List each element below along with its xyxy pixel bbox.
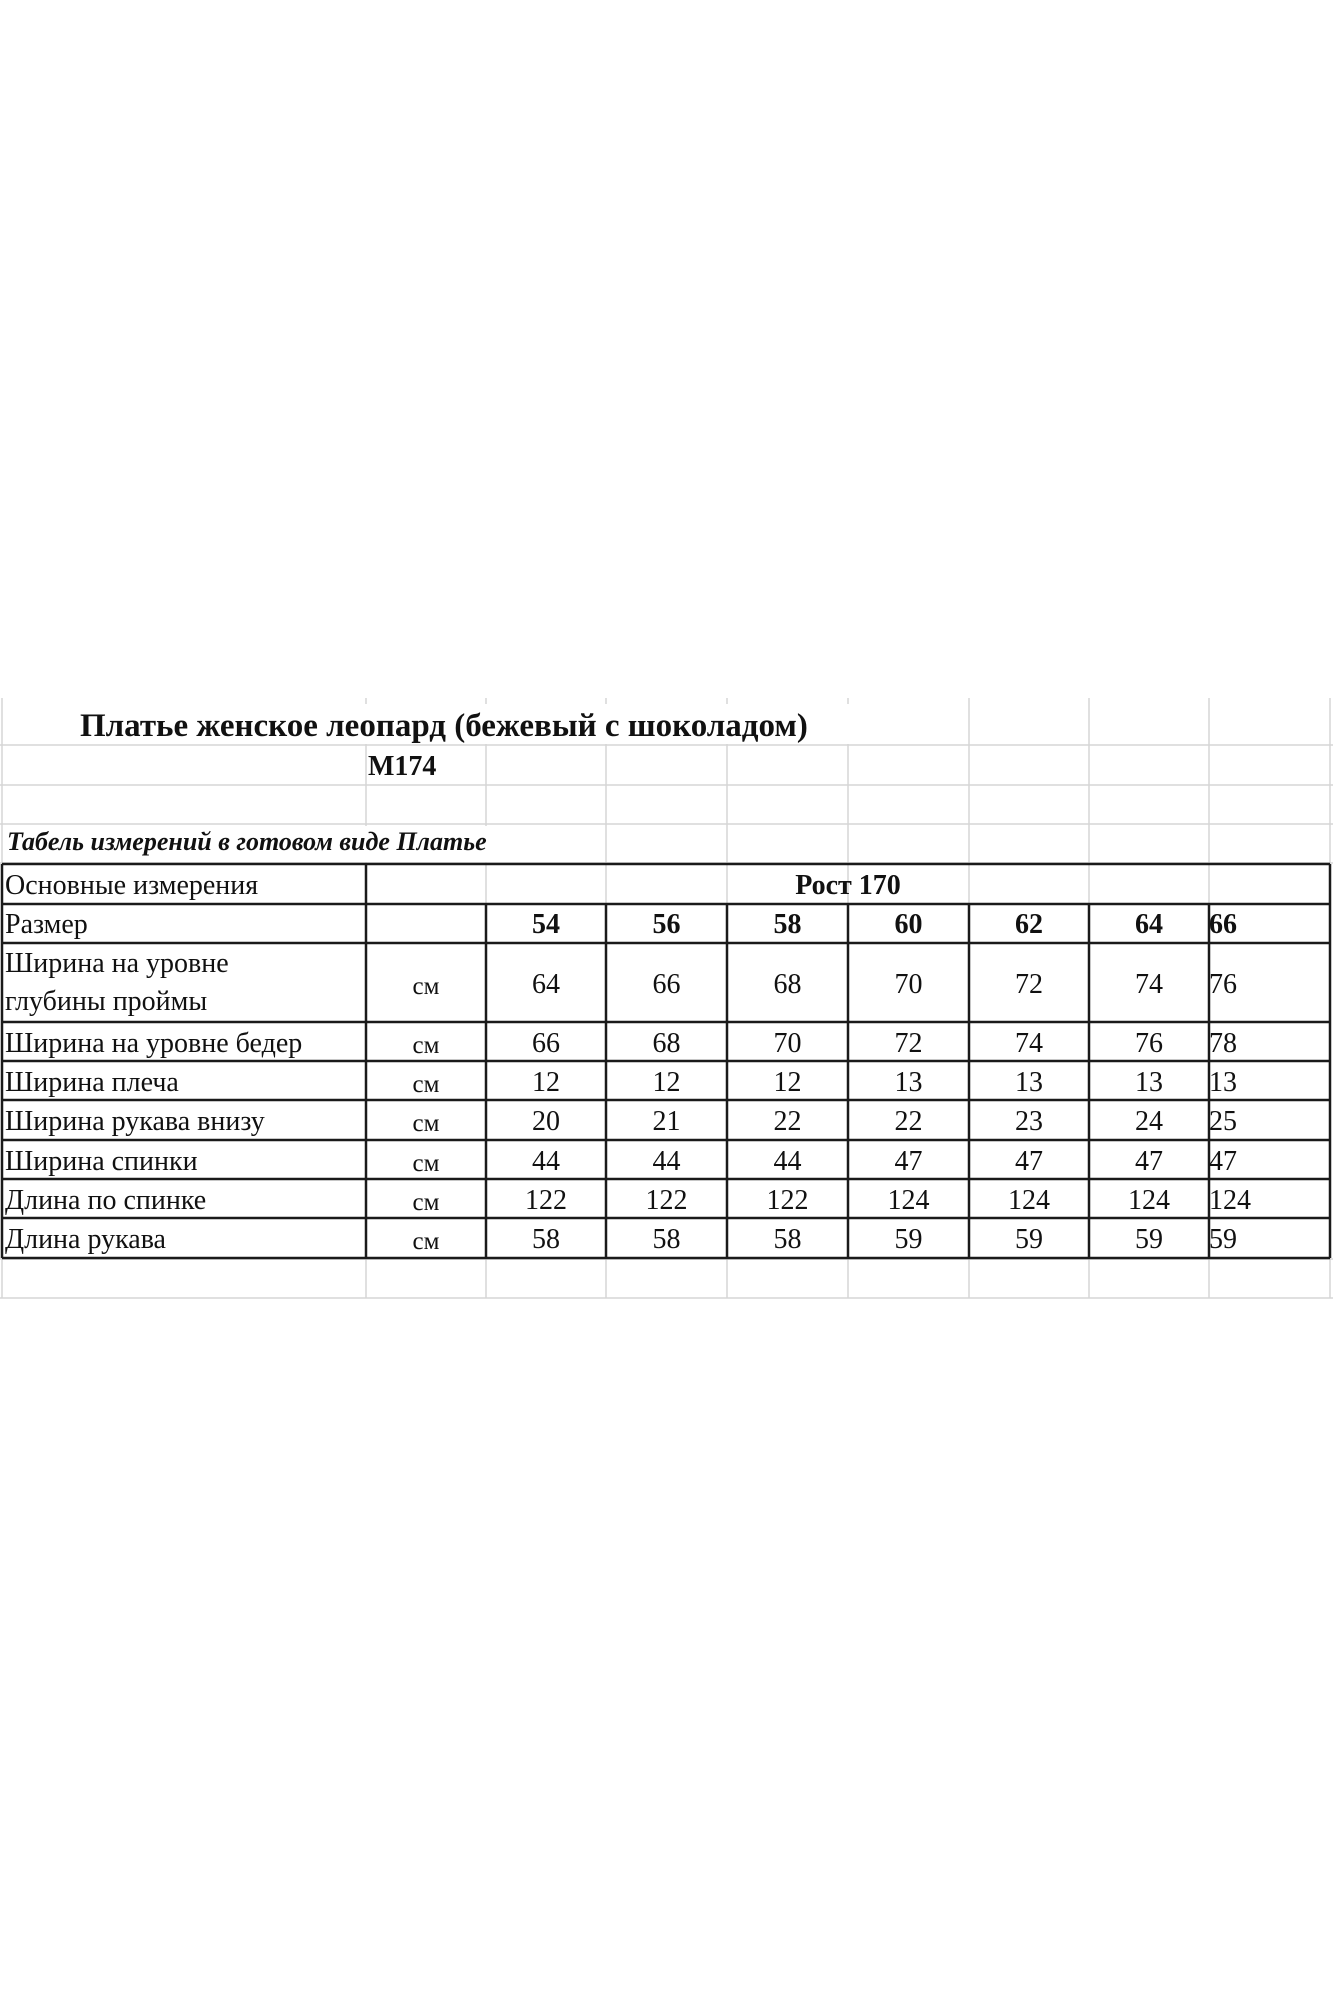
model-code: М174 bbox=[368, 751, 437, 782]
value-cell: 74 bbox=[1135, 968, 1163, 1000]
size-row-label: Размер bbox=[5, 909, 88, 940]
value-cell: 124 bbox=[887, 1184, 930, 1216]
value-cell: 72 bbox=[1015, 968, 1043, 1000]
unit-cell: см bbox=[412, 1228, 440, 1255]
value-cell: 58 bbox=[652, 1224, 681, 1255]
value-cell: 13 bbox=[1209, 1066, 1237, 1098]
value-cell: 44 bbox=[652, 1145, 681, 1177]
value-cell: 23 bbox=[1015, 1106, 1043, 1137]
value-cell: 76 bbox=[1209, 968, 1237, 1000]
size-header-56: 56 bbox=[652, 909, 681, 940]
row-label: Ширина на уровне бедер bbox=[5, 1027, 303, 1059]
value-cell: 124 bbox=[1128, 1184, 1170, 1216]
unit-cell: см bbox=[412, 1188, 440, 1216]
value-cell: 64 bbox=[532, 968, 560, 1000]
value-cell: 12 bbox=[652, 1066, 681, 1098]
value-cell: 59 bbox=[1135, 1224, 1163, 1255]
value-cell: 59 bbox=[894, 1224, 923, 1255]
page-title: Платье женское леопард (бежевый с шоколадом) bbox=[80, 708, 808, 744]
row-label: Длина по спинке bbox=[5, 1184, 207, 1216]
value-cell: 78 bbox=[1209, 1027, 1237, 1059]
unit-cell: см bbox=[412, 1110, 440, 1137]
size-header-54: 54 bbox=[532, 909, 560, 940]
value-cell: 122 bbox=[766, 1184, 809, 1216]
size-header-58: 58 bbox=[773, 909, 802, 940]
unit-cell: см bbox=[412, 1149, 440, 1177]
height-group-header: Рост 170 bbox=[795, 870, 901, 901]
value-cell: 70 bbox=[894, 968, 923, 1000]
size-header-64: 64 bbox=[1135, 909, 1163, 940]
value-cell: 47 bbox=[1209, 1145, 1237, 1177]
value-cell: 47 bbox=[1015, 1145, 1043, 1177]
value-cell: 68 bbox=[652, 1027, 681, 1059]
value-cell: 72 bbox=[894, 1027, 923, 1059]
value-cell: 13 bbox=[1135, 1066, 1163, 1098]
size-header-66: 66 bbox=[1209, 909, 1237, 940]
value-cell: 24 bbox=[1135, 1106, 1163, 1137]
value-cell: 59 bbox=[1015, 1224, 1043, 1255]
value-cell: 122 bbox=[525, 1184, 567, 1216]
row-label: Длина рукава bbox=[5, 1224, 166, 1255]
value-cell: 74 bbox=[1015, 1027, 1043, 1059]
value-cell: 21 bbox=[652, 1106, 681, 1137]
value-cell: 66 bbox=[652, 968, 681, 1000]
value-cell: 76 bbox=[1135, 1027, 1163, 1059]
value-cell: 13 bbox=[1015, 1066, 1043, 1098]
value-cell: 70 bbox=[773, 1027, 802, 1059]
row-label: Ширина рукава внизу bbox=[5, 1106, 265, 1137]
value-cell: 44 bbox=[773, 1145, 802, 1177]
value-cell: 66 bbox=[532, 1027, 560, 1059]
value-cell: 124 bbox=[1209, 1184, 1251, 1216]
value-cell: 47 bbox=[1135, 1145, 1163, 1177]
unit-cell: см bbox=[412, 972, 440, 1000]
value-cell: 59 bbox=[1209, 1224, 1237, 1255]
row-label-line: Ширина на уровне bbox=[5, 948, 229, 979]
value-cell: 122 bbox=[645, 1184, 688, 1216]
value-cell: 44 bbox=[532, 1145, 560, 1177]
value-cell: 58 bbox=[773, 1224, 802, 1255]
size-header-60: 60 bbox=[894, 909, 923, 940]
size-header-62: 62 bbox=[1015, 909, 1043, 940]
value-cell: 58 bbox=[532, 1224, 560, 1255]
value-cell: 12 bbox=[532, 1066, 560, 1098]
row-label-line: глубины проймы bbox=[5, 986, 208, 1017]
row-label: Ширина спинки bbox=[5, 1145, 198, 1177]
table-subtitle: Табель измерений в готовом виде Платье bbox=[7, 827, 487, 856]
value-cell: 22 bbox=[894, 1106, 923, 1137]
unit-cell: см bbox=[412, 1070, 440, 1098]
value-cell: 22 bbox=[773, 1106, 802, 1137]
row-label: Ширина плеча bbox=[5, 1066, 179, 1098]
value-cell: 124 bbox=[1008, 1184, 1050, 1216]
value-cell: 47 bbox=[894, 1145, 923, 1177]
header-measurements-label: Основные измерения bbox=[5, 870, 259, 901]
value-cell: 25 bbox=[1209, 1106, 1237, 1137]
value-cell: 20 bbox=[532, 1106, 560, 1137]
value-cell: 12 bbox=[773, 1066, 802, 1098]
value-cell: 13 bbox=[894, 1066, 923, 1098]
measurement-sheet bbox=[0, 698, 1333, 1303]
unit-cell: см bbox=[412, 1031, 440, 1059]
value-cell: 68 bbox=[773, 968, 802, 1000]
